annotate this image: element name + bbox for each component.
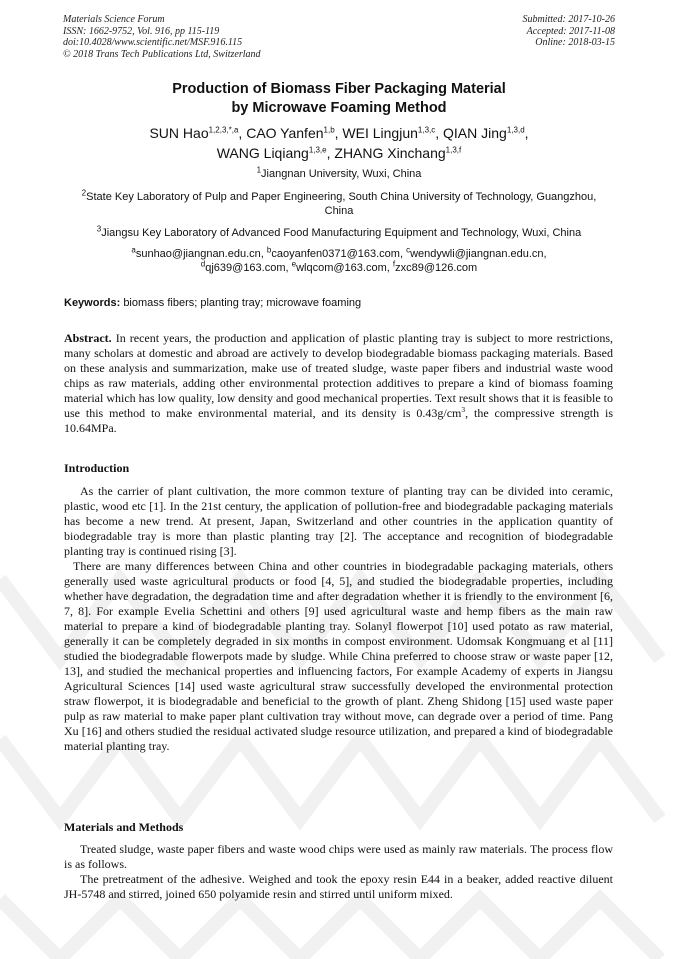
keywords xyxy=(64,296,616,310)
author-name: SUN Hao xyxy=(149,125,209,141)
author-affil-marker: 1,2,3,*,a xyxy=(208,125,239,135)
email-address[interactable]: zxc89@126.com xyxy=(395,262,478,274)
abstract-tail: , the compressive strength is 10.64MPa. xyxy=(64,406,613,435)
author-affil-marker: 1,3,f xyxy=(445,144,462,154)
author-line xyxy=(40,144,638,164)
author-name: CAO Yanfen xyxy=(246,125,324,141)
affiliation-marker: 3 xyxy=(96,224,102,234)
author-affil-marker: 1,b xyxy=(323,125,335,135)
author-name: WEI Lingjun xyxy=(342,125,418,141)
journal-info xyxy=(63,14,261,60)
email-line: $^a$sunhao@jiangnan.edu.cn, $^b$caoyanfen0371@163.com, $^c$wendywli@jiangnan.edu.cn, xyxy=(131,245,547,260)
introduction-paragraph-2: There are many differences between China and other countries in biodegradable packaging materials, others generally used waste agricultural products or food [4, 5], and studied the biodegradable properties, including whether have degradation, the degradation time and after degradation whether it is friendly to the environment [6, 7, 8]. For example Evelia Schettini and others [9] used agricultural waste and hemp fibers as the main raw material to prepare a kind of biodegradable planting tray. Solanyl flowerpot [10] used potato as raw material, generally it can be completely degraded in six months in compost environment. Udomsak Kongmuang et al [11] studied the biodegradable flowerpots made by sludge. While China preferred to choose straw or waste paper [12, 13], and studied the mechanical properties and influencing factors, For example Academy of experts in Jiangsu Agricultural Sciences [14] used waste agricultural straw successfully developed the environmental protection straw flowerpot, it is biodegradable and beneficial to the growth of plant. Zheng Shidong [15] used waste paper pulp as raw material to make paper plant cultivation tray without move, can degrade over a period of time. Pang Xu [16] and others studied the residual activated sludge resource utilization, and prepared a kind of biodegradable material planting tray. xyxy=(64,559,613,753)
email-address[interactable]: sunhao@jiangnan.edu.cn xyxy=(135,248,261,260)
keywords-text: biomass fibers; planting tray; microwave foaming xyxy=(123,297,362,309)
author-name: WANG Liqiang xyxy=(216,144,309,161)
introduction-body xyxy=(64,484,613,754)
author-separator: , xyxy=(326,144,335,161)
abstract-sup: 3 xyxy=(461,405,466,414)
author-separator: , xyxy=(238,125,247,141)
email-line: $^d$qj639@163.com, $^e$wlqcom@163.com, $^f$zxc89@126.com xyxy=(200,259,478,274)
author-line xyxy=(40,124,638,144)
date-accepted: Accepted: 2017-11-08 xyxy=(526,25,615,37)
paper-title xyxy=(40,80,638,118)
email-address[interactable]: caoyanfen0371@163.com xyxy=(271,248,400,260)
paper-title-line: Production of Biomass Fiber Packaging Material xyxy=(172,81,506,97)
date-online: Online: 2018-03-15 xyxy=(535,37,615,49)
affiliation-marker: 1 xyxy=(256,165,262,175)
author-name: QIAN Jing xyxy=(443,125,507,141)
author-name: ZHANG Xinchang xyxy=(334,144,446,161)
email-marker: d xyxy=(200,259,206,269)
affiliation-marker: 2 xyxy=(81,188,87,198)
abstract-label: Abstract. xyxy=(64,331,112,345)
journal-issn: ISSN: 1662-9752, Vol. 916, pp 115-119 xyxy=(63,25,220,37)
journal-name: Materials Science Forum xyxy=(63,14,165,25)
abstract-text: In recent years, the production and application of plastic planting tray is subject to more restrictions, many scholars at domestic and abroad are actively to develop biodegradable biomass packaging materials. Based on these analysis and summarization, make use of treated sludge, waste paper fibers and industrial waste wood chips as raw materials, adding other environmental protection additives to prepare a kind of biomass foaming material which has low quality, low density and good mechanical properties. Text result shows that it is feasible to use this method to make environmental material, and its density is 0.43g/cm xyxy=(64,331,614,420)
author-list xyxy=(40,124,638,163)
publication-dates xyxy=(523,14,616,49)
author-affil-marker: 1,3,c xyxy=(417,125,436,135)
affiliation-text: State Key Laboratory of Pulp and Paper Engineering, South China University of Technology, Guangzhou, China xyxy=(86,191,597,217)
email-address[interactable]: qj639@163.com xyxy=(205,262,286,274)
introduction-heading: Introduction xyxy=(64,461,130,475)
methods-paragraph-2: The pretreatment of the adhesive. Weighed and took the epoxy resin E44 in a beaker, added reactive diluent JH-5748 and stirred, joined 650 polyamide resin and stirred until uniform mixed. xyxy=(64,872,613,901)
email-marker: c xyxy=(406,245,411,255)
author-separator: , xyxy=(334,125,343,141)
email-list xyxy=(55,247,623,275)
email-marker: f xyxy=(392,259,396,269)
abstract xyxy=(64,331,613,436)
paper-title-line: by Microwave Foaming Method xyxy=(231,100,447,116)
methods-body xyxy=(64,842,613,902)
affiliation-3 xyxy=(50,226,628,240)
author-affil-marker: 1,3,d xyxy=(506,125,525,135)
author-separator: , xyxy=(524,125,529,141)
author-affil-marker: 1,3,e xyxy=(308,144,327,154)
journal-doi: doi:10.4028/www.scientific.net/MSF.916.115 xyxy=(63,37,243,49)
affiliation-1 xyxy=(55,167,623,181)
email-marker: b xyxy=(266,245,272,255)
journal-copyright: © 2018 Trans Tech Publications Ltd, Switzerland xyxy=(63,48,261,60)
methods-paragraph-1: Treated sludge, waste paper fibers and waste wood chips were used as mainly raw materials. The process flow is as follows. xyxy=(64,842,613,871)
affiliation-2 xyxy=(70,190,608,218)
keywords-label: Keywords: xyxy=(64,297,121,309)
affiliation-text: Jiangnan University, Wuxi, China xyxy=(261,168,422,180)
email-address[interactable]: wendywli@jiangnan.edu.cn xyxy=(410,248,544,260)
email-address[interactable]: wlqcom@163.com xyxy=(296,262,387,274)
introduction-paragraph-1: As the carrier of plant cultivation, the more common texture of planting tray can be divided into ceramic, plastic, wood etc [1]. In the 21st century, the application of pollution-free and biodegradable packaging materials has become a new trend. At present, Japan, Switzerland and other countries in the application quantity of biodegradable tray is more than plastic planting tray [2]. The acceptance and recognition of biodegradable planting tray is continued rising [3]. xyxy=(64,484,613,558)
affiliation-text: Jiangsu Key Laboratory of Advanced Food Manufacturing Equipment and Technology, Wuxi, China xyxy=(101,227,582,239)
email-marker: e xyxy=(291,259,297,269)
methods-heading: Materials and Methods xyxy=(64,820,184,834)
abstract-paragraph xyxy=(64,331,613,436)
email-marker: a xyxy=(131,245,136,255)
date-submitted: Submitted: 2017-10-26 xyxy=(522,14,615,25)
author-separator: , xyxy=(435,125,444,141)
